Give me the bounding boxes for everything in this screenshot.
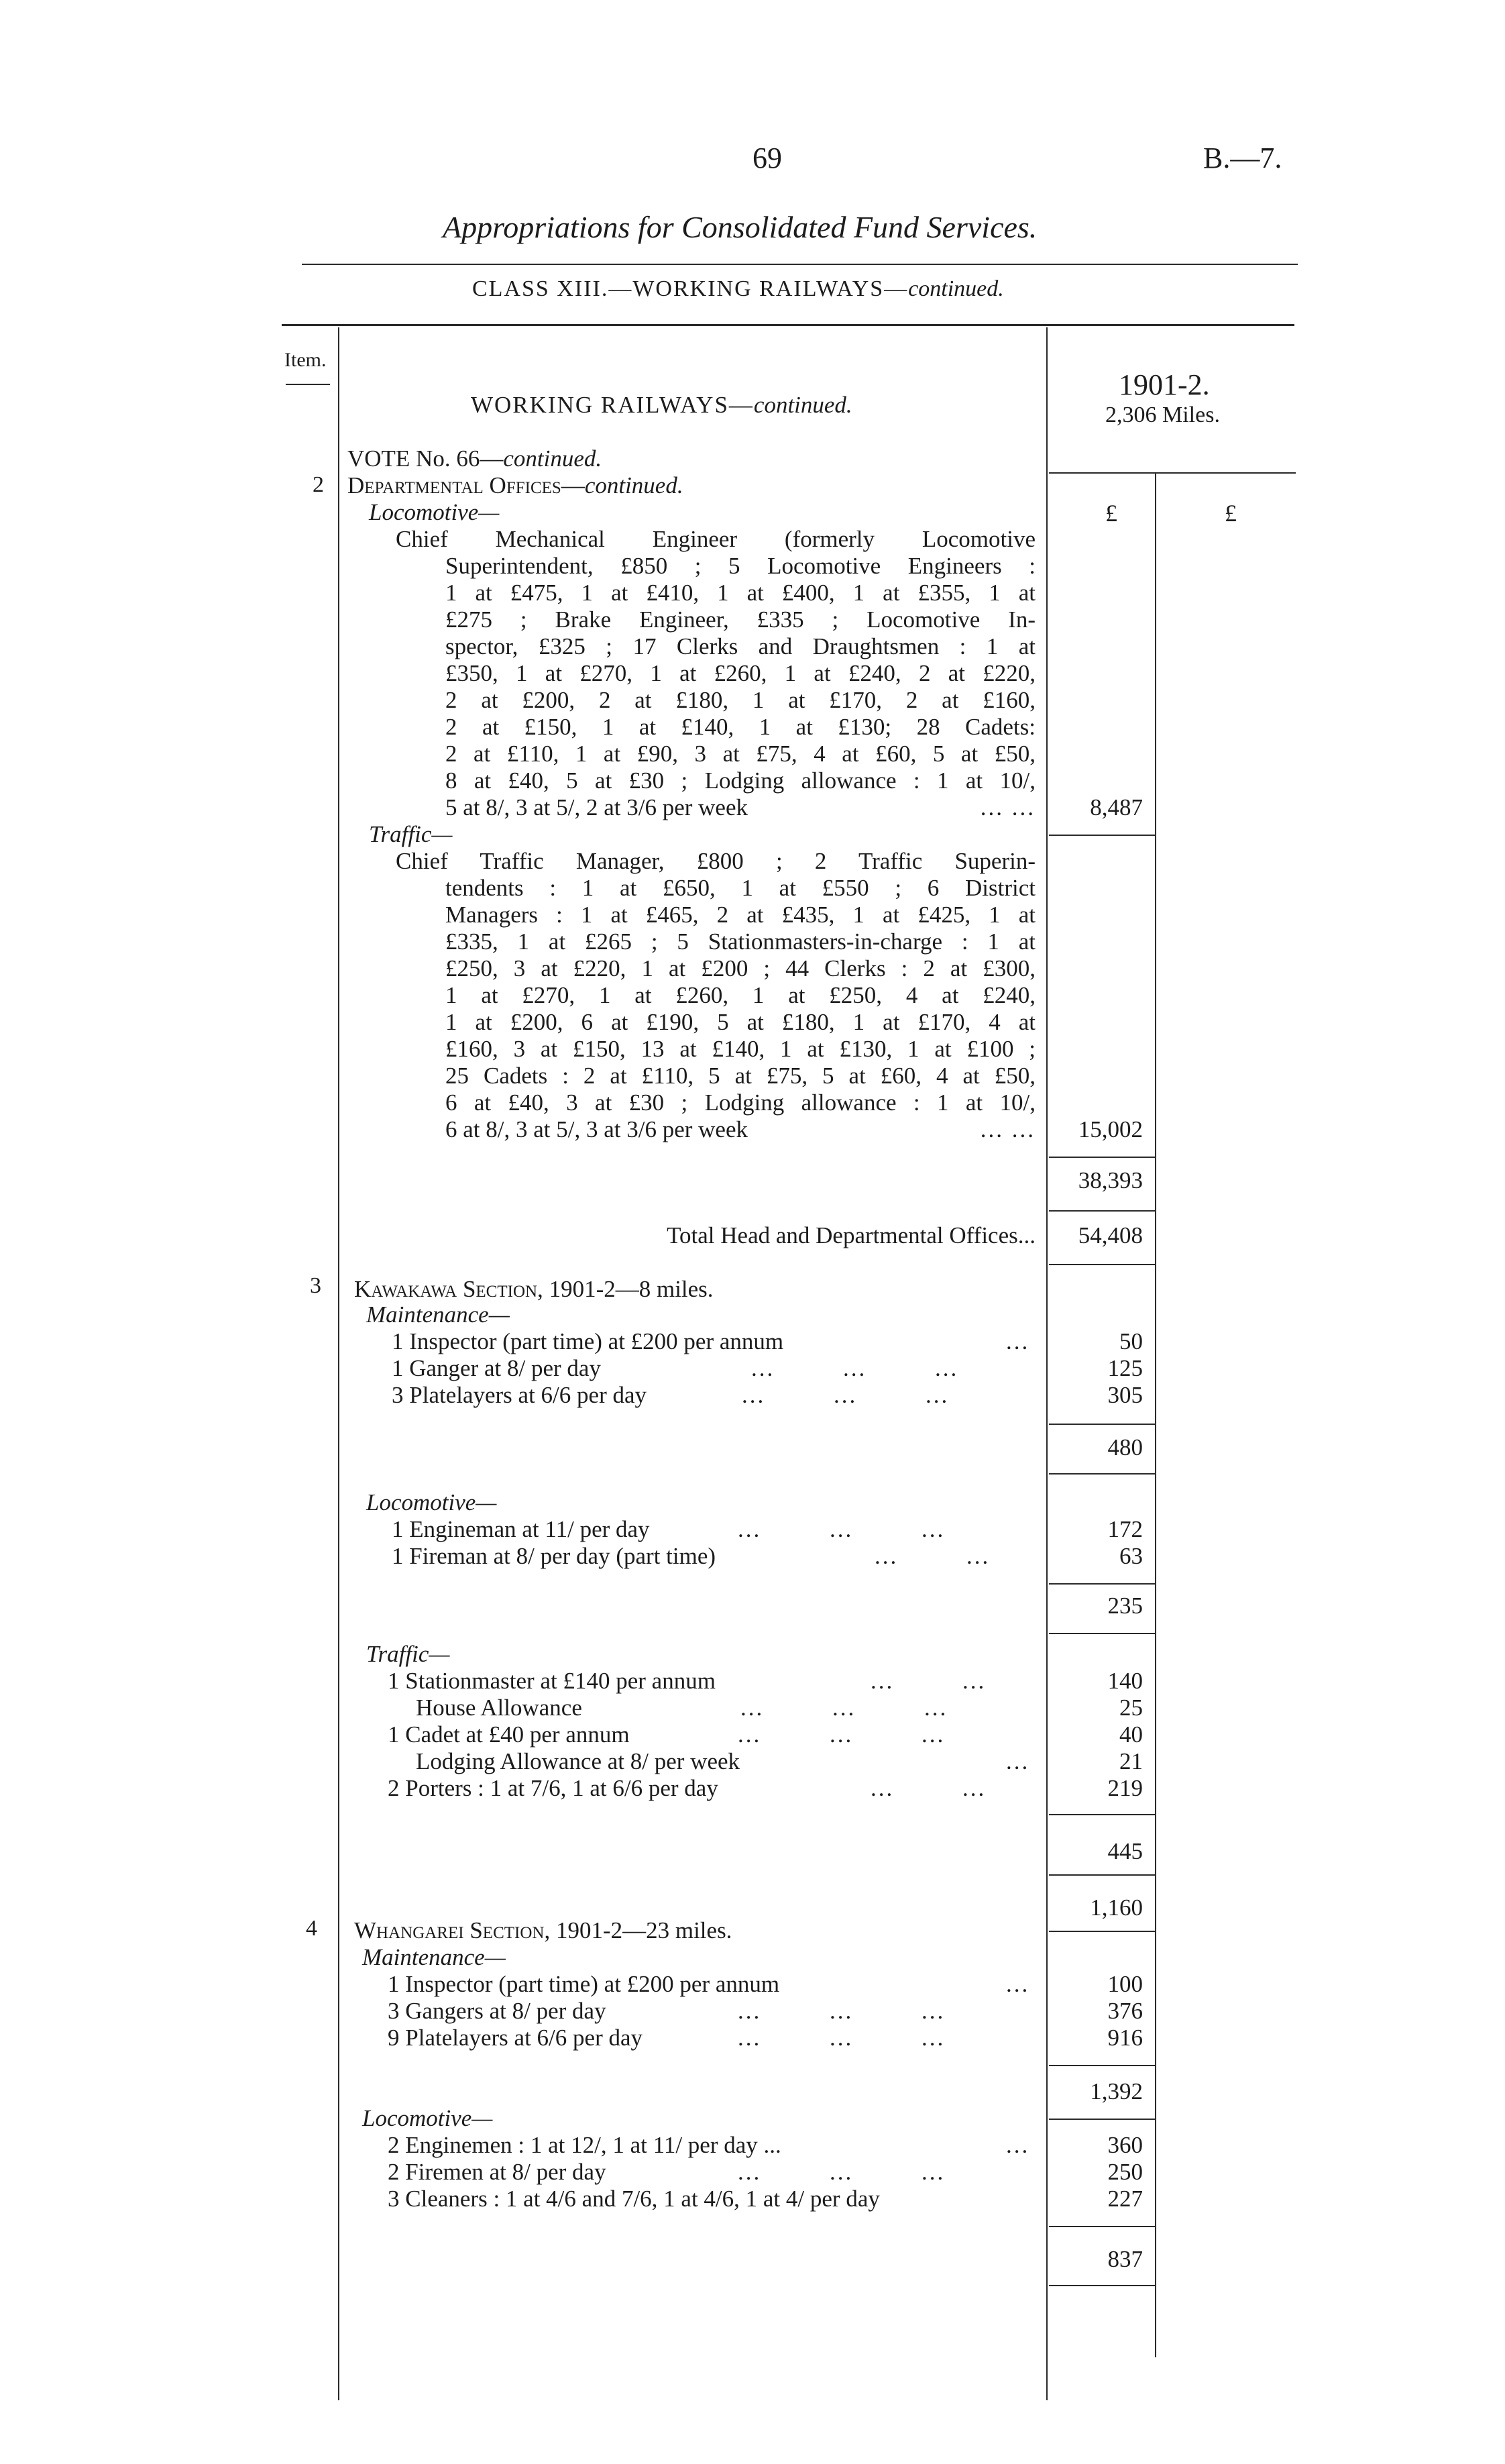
class-heading-cont: continued.	[908, 276, 1004, 301]
leader-dots: ... ... ...	[738, 1721, 946, 1748]
vote-main: VOTE No. 66—	[347, 445, 504, 472]
kawakawa-traffic-subtotal: 445	[1107, 1838, 1143, 1864]
subtotal-rule	[1049, 1874, 1156, 1876]
heading-rule	[282, 324, 1294, 326]
traffic-line: 6 at 8/, 3 at 5/, 3 at 3/6 per week	[445, 1116, 748, 1142]
subtotal-rule	[1049, 1264, 1156, 1265]
traffic-line: 1 at £200, 6 at £190, 5 at £180, 1 at £170, 4 at	[445, 1009, 1036, 1035]
loco-line: £350, 1 at £270, 1 at £260, 1 at £240, 2 at £220,	[445, 660, 1036, 686]
whangarei-loco-subtotal: 837	[1107, 2246, 1143, 2272]
vote-heading	[347, 445, 602, 472]
whangarei-loco-amount-2: 250	[1107, 2159, 1143, 2185]
traffic-label-3: Traffic—	[366, 1641, 450, 1667]
kawakawa-loco-amount-1: 172	[1107, 1516, 1143, 1542]
whangarei-maint-row-2: 3 Gangers at 8/ per day	[388, 1998, 606, 2024]
kawakawa-traffic-row-5: 2 Porters : 1 at 7/6, 1 at 6/6 per day	[388, 1775, 718, 1801]
whangarei-maint-amount-1: 100	[1107, 1971, 1143, 1997]
maintenance-label-4: Maintenance—	[362, 1944, 506, 1970]
leader-dots: ...	[1006, 2132, 1030, 2158]
kawakawa-traffic-amount-2: 25	[1119, 1695, 1143, 1721]
traffic-line: £335, 1 at £265 ; 5 Stationmasters-in-charge : 1 at	[445, 928, 1036, 955]
pound-sign-2: £	[1225, 500, 1237, 527]
page-number: 69	[752, 142, 782, 174]
whangarei-maint-amount-2: 376	[1107, 1998, 1143, 2024]
loco-line: Superintendent, £850 ; 5 Locomotive Engineers :	[445, 553, 1036, 579]
leader-dots: ... ...	[980, 794, 1036, 820]
leader-dots: ... ...	[875, 1543, 991, 1569]
whangarei-name: Whangarei Section,	[354, 1917, 551, 1943]
kawakawa-maint-amount-1: 50	[1119, 1328, 1143, 1354]
subtotal-rule	[1049, 2226, 1156, 2227]
loco-line: 2 at £200, 2 at £180, 1 at £170, 2 at £160,	[445, 687, 1036, 713]
kawakawa-maint-subtotal: 480	[1107, 1434, 1143, 1460]
kawakawa-traffic-amount-5: 219	[1107, 1775, 1143, 1801]
whangarei-maint-row-1: 1 Inspector (part time) at £200 per annum	[388, 1971, 780, 1997]
loco-line: 8 at £40, 5 at £30 ; Lodging allowance : 1 at 10/,	[445, 767, 1036, 794]
departmental-offices-main: Departmental Offices—	[347, 472, 585, 498]
locomotive-label-2: Locomotive—	[369, 499, 500, 525]
section-heading-main: WORKING RAILWAYS—	[471, 392, 754, 418]
total-head-offices-label: Total Head and Departmental Offices...	[667, 1222, 1036, 1248]
subtotal-rule	[1049, 1633, 1156, 1634]
traffic-label-2: Traffic—	[369, 821, 453, 847]
traffic-line: tendents : 1 at £650, 1 at £550 ; 6 District	[445, 875, 1036, 901]
whangarei-loco-amount-1: 360	[1107, 2132, 1143, 2158]
traffic-amount-2: 15,002	[1078, 1116, 1143, 1142]
whangarei-loco-row-2: 2 Firemen at 8/ per day	[388, 2159, 606, 2185]
section-heading	[471, 392, 852, 419]
kawakawa-traffic-amount-3: 40	[1119, 1721, 1143, 1748]
loco-line: 5 at 8/, 3 at 5/, 2 at 3/6 per week	[445, 794, 748, 820]
subtotal-rule	[1049, 835, 1156, 836]
traffic-staff-text	[396, 848, 1036, 1143]
leader-dots: ... ...	[871, 1668, 987, 1694]
maintenance-label-3: Maintenance—	[366, 1301, 510, 1328]
subtotal-rule	[1049, 1473, 1156, 1475]
leader-dots: ...	[1006, 1328, 1030, 1354]
loco-line: 1 at £475, 1 at £410, 1 at £400, 1 at £355, 1 at	[445, 580, 1036, 606]
traffic-line: 6 at £40, 3 at £30 ; Lodging allowance : 1 at 10/,	[445, 1089, 1036, 1116]
leader-dots: ... ...	[871, 1775, 987, 1801]
kawakawa-maint-row-2: 1 Ganger at 8/ per day	[392, 1355, 601, 1381]
kawakawa-traffic-row-2: House Allowance	[416, 1695, 582, 1721]
kawakawa-maint-row-3: 3 Platelayers at 6/6 per day	[392, 1382, 647, 1408]
kawakawa-loco-row-2: 1 Fireman at 8/ per day (part time)	[392, 1543, 716, 1569]
kawakawa-maint-amount-2: 125	[1107, 1355, 1143, 1381]
item-number-3: 3	[310, 1273, 321, 1298]
loco-line: £275 ; Brake Engineer, £335 ; Locomotive In-	[445, 606, 1036, 633]
departmental-offices-cont: continued.	[584, 472, 683, 498]
kawakawa-name: Kawakawa Section,	[354, 1276, 543, 1302]
traffic-line: 1 at £270, 1 at £260, 1 at £250, 4 at £240,	[445, 982, 1036, 1008]
leader-dots: ... ... ...	[751, 1355, 959, 1381]
item-column-header: Item.	[284, 349, 327, 371]
total-head-offices: 54,408	[1078, 1222, 1143, 1248]
column-rule-item	[338, 327, 339, 2400]
kawakawa-rest: 1901-2—8 miles.	[543, 1276, 714, 1302]
subtotal-rule	[1049, 1424, 1156, 1425]
traffic-line: £160, 3 at £150, 13 at £140, 1 at £130, 1 at £100 ;	[445, 1036, 1036, 1062]
kawakawa-heading	[354, 1276, 714, 1303]
year-header: 1901-2.	[1119, 368, 1210, 401]
title-rule	[302, 264, 1298, 265]
kawakawa-maint-amount-3: 305	[1107, 1382, 1143, 1408]
whangarei-heading	[354, 1917, 732, 1944]
item-number-4: 4	[306, 1916, 317, 1941]
locomotive-amount-2: 8,487	[1090, 794, 1143, 820]
subtotal-rule	[1049, 2065, 1156, 2066]
loco-line: 2 at £110, 1 at £90, 3 at £75, 4 at £60, 5 at £50,	[445, 741, 1036, 767]
whangarei-rest: 1901-2—23 miles.	[550, 1917, 732, 1943]
whangarei-loco-row-1: 2 Enginemen : 1 at 12/, 1 at 11/ per day ...	[388, 2132, 781, 2158]
loco-line: 2 at £150, 1 at £140, 1 at £130; 28 Cadets:	[445, 714, 1036, 740]
kawakawa-total: 1,160	[1090, 1894, 1143, 1921]
locomotive-label-3: Locomotive—	[366, 1489, 497, 1515]
whangarei-loco-row-3: 3 Cleaners : 1 at 4/6 and 7/6, 1 at 4/6, 1 at 4/ per day	[388, 2186, 880, 2212]
subtotal-rule	[1049, 2285, 1156, 2286]
locomotive-label-4: Locomotive—	[362, 2105, 493, 2131]
vote-cont: continued.	[503, 445, 602, 472]
kawakawa-traffic-row-1: 1 Stationmaster at £140 per annum	[388, 1668, 716, 1694]
subtotal-rule	[1049, 1157, 1156, 1158]
kawakawa-loco-amount-2: 63	[1119, 1543, 1143, 1569]
kawakawa-loco-row-1: 1 Engineman at 11/ per day	[392, 1516, 650, 1542]
subtotal-rule	[1049, 1210, 1156, 1212]
document-reference: B.—7.	[1203, 142, 1282, 174]
locomotive-staff-text	[396, 526, 1036, 821]
item-header-rule	[286, 384, 330, 385]
leader-dots: ...	[1006, 1971, 1030, 1997]
kawakawa-traffic-row-4: Lodging Allowance at 8/ per week	[416, 1748, 740, 1774]
loco-line: Chief Mechanical Engineer (formerly Locomotive	[396, 526, 1036, 552]
leader-dots: ...	[1006, 1748, 1030, 1774]
subtotal-rule	[1049, 1583, 1156, 1585]
loco-line: spector, £325 ; 17 Clerks and Draughtsmen : 1 at	[445, 633, 1036, 659]
leader-dots: ... ... ...	[738, 1516, 946, 1542]
traffic-line: Managers : 1 at £465, 2 at £435, 1 at £425, 1 at	[445, 902, 1036, 928]
whangarei-loco-amount-3: 227	[1107, 2186, 1143, 2212]
miles-header: 2,306 Miles.	[1105, 403, 1220, 427]
whangarei-maint-row-3: 9 Platelayers at 6/6 per day	[388, 2025, 643, 2051]
whangarei-maint-subtotal: 1,392	[1090, 2078, 1143, 2104]
whangarei-maint-amount-3: 916	[1107, 2025, 1143, 2051]
kawakawa-traffic-amount-1: 140	[1107, 1668, 1143, 1694]
column-header-rule	[1049, 472, 1296, 474]
leader-dots: ... ... ...	[742, 1382, 950, 1408]
kawakawa-loco-subtotal: 235	[1107, 1593, 1143, 1619]
kawakawa-traffic-amount-4: 21	[1119, 1748, 1143, 1774]
offices-subtotal: 38,393	[1078, 1167, 1143, 1193]
leader-dots: ... ...	[980, 1116, 1036, 1142]
leader-dots: ... ... ...	[738, 2159, 946, 2185]
kawakawa-maint-row-1: 1 Inspector (part time) at £200 per annum	[392, 1328, 784, 1354]
item-number-2: 2	[313, 472, 324, 497]
traffic-line: 25 Cadets : 2 at £110, 5 at £75, 5 at £60, 4 at £50,	[445, 1063, 1036, 1089]
subtotal-rule	[1049, 1931, 1156, 1932]
subtotal-rule	[1049, 1814, 1156, 1815]
class-heading	[472, 276, 1004, 302]
column-rule-amount-left	[1046, 327, 1048, 2400]
departmental-offices-heading	[347, 472, 683, 499]
leader-dots: ... ... ...	[738, 2025, 946, 2051]
page-title: Appropriations for Consolidated Fund Services.	[443, 210, 1038, 244]
pound-sign-1: £	[1105, 500, 1117, 527]
traffic-line: £250, 3 at £220, 1 at £200 ; 44 Clerks : 2 at £300,	[445, 955, 1036, 981]
subtotal-rule	[1049, 2119, 1156, 2120]
leader-dots: ... ... ...	[740, 1695, 948, 1721]
column-rule-amount-right	[1155, 472, 1156, 2357]
kawakawa-traffic-row-3: 1 Cadet at £40 per annum	[388, 1721, 630, 1748]
class-heading-main: CLASS XIII.—WORKING RAILWAYS—	[472, 276, 909, 301]
traffic-line: Chief Traffic Manager, £800 ; 2 Traffic Superin-	[396, 848, 1036, 874]
section-heading-cont: continued.	[753, 392, 852, 418]
leader-dots: ... ... ...	[738, 1998, 946, 2024]
